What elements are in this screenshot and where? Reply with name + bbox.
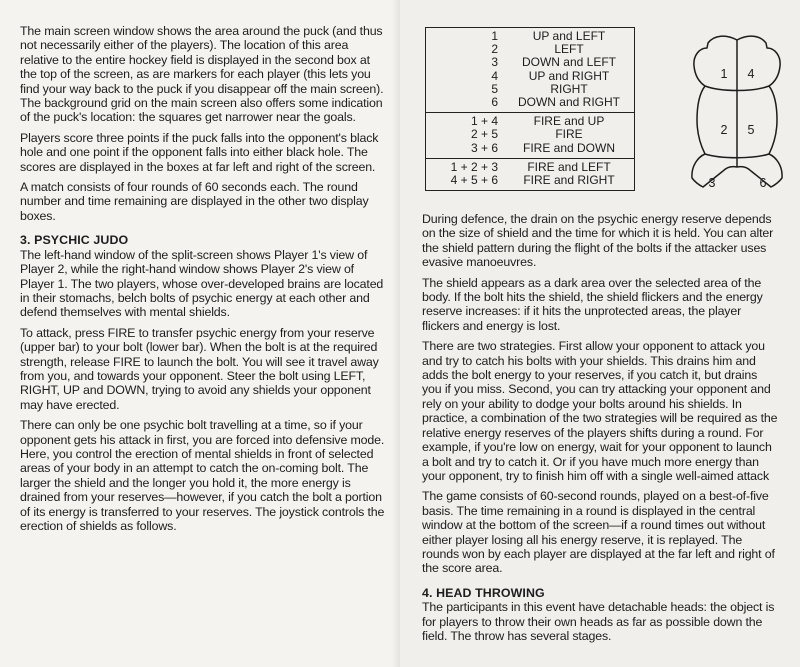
control-key: 4 + 5 + 6 [450,173,498,188]
paragraph-defence-drain: During defence, the drain on the psychic energy reserve depends on the size of shield and the time for which it is held. You can alter the shield pattern during the flight of the bolts if the attacker uses evasive manoeuvres. [422,212,774,270]
control-action: DOWN and LEFT [521,55,617,70]
zone-label-4: 4 [747,67,755,81]
control-action: FIRE and LEFT [504,158,635,174]
control-action: FIRE and UP [504,113,635,129]
table-row [426,28,635,44]
table-row [426,56,635,69]
control-action: RIGHT [550,81,588,96]
paragraph-rounds: The game consists of 60-second rounds, played on a best-of-five basis. The time remaining in a round is displayed in the central window at the bottom of the screen—if a round times out without either player losing all his energy reserve, it is replayed. The rounds won by each player are displayed at the far left and right of the score area. [422,489,775,576]
control-action: FIRE [555,127,583,142]
table-row [426,128,635,141]
paragraph-match-rounds: A match consists of four rounds of 60 seconds each. The round number and time remaining are displayed in the other two display boxes. [20,180,369,223]
paragraph-scoring: Players score three points if the puck falls into the opponent's black hole and one point if the opponent falls into either black hole. The scores are displayed in the boxes at far left and right of the screen. [20,130,379,174]
control-key: 1 [491,29,498,43]
paragraph-strategies: There are two strategies. First allow your opponent to attack you and try to catch his bolts with your shields. This drains him and adds the bolt energy to your reserves, if you catch it, but drains you if you miss. Second, you can try attacking your opponent and rely on your ability to dodge your bolts around his shields. In practice, a combination of the two strategies will be required as the relative energy reserves of the players shifts during a round. For example, if you're low on energy, wait for your opponent to launch a bolt and try to catch it. Or if you have much more energy than your opponent, try to finish him off with a single well-aimed attack [422,339,778,483]
table-row [426,70,635,83]
control-key: 2 [491,42,498,57]
control-key: 1 + 2 + 3 [426,158,505,174]
control-action: UP and RIGHT [528,68,610,83]
section-heading-psychic-judo: 3. PSYCHIC JUDO [20,233,129,248]
section-heading-head-throwing: 4. HEAD THROWING [422,585,545,600]
paragraph-shield: The shield appears as a dark area over the selected area of the body. If the bolt hits the shield, the shield flickers and the energy reserve increases: if it hits the unprotected areas, the player flickers and energy is lost. [422,275,763,333]
zone-label-3: 3 [708,176,716,190]
control-action: FIRE and DOWN [522,140,615,155]
zone-label-6: 6 [759,176,767,190]
table-row [426,113,635,129]
control-key: 3 + 6 [470,140,498,155]
paragraph-attack: To attack, press FIRE to transfer psychic energy from your reserve (upper bar) to your bolt (lower bar). When the bolt is at the required strength, release FIRE to launch the bolt. You will see it travel away from you, and towards your opponent. Steer the bolt using LEFT, RIGHT, UP and DOWN, trying to avoid any shields your opponent may have erected. [20,325,379,412]
paragraph-head-throwing: The participants in this event have detachable heads: the object is for players to throw their own heads as far as possible down the field. The throw has several stages. [422,600,775,643]
control-action: FIRE and RIGHT [523,173,615,188]
table-row [426,158,635,174]
zone-label-5: 5 [747,123,755,137]
controls-figure [422,24,778,200]
control-key: 2 + 5 [470,127,498,142]
control-key: 6 [491,95,498,110]
control-action: LEFT [554,42,584,57]
control-action: UP and LEFT [532,29,606,43]
control-key: 1 + 4 [426,113,505,129]
table-row [426,142,635,159]
paragraph-defence: There can only be one psychic bolt travelling at a time, so if your opponent gets his attack in first, you are forced into defensive mode. Here, you control the erection of mental shields in front of selected areas of your body in an attempt to catch the on-coming bolt. The larger the shield and the longer you hold it, the more energy is drained from your reserves—however, if you catch the bolt a portion of its energy is transferred to your reserves. The joystick controls the erection of shields as follows. [20,418,385,533]
right-page [400,0,800,667]
body-zone-diagram [677,30,797,200]
zone-label-2: 2 [720,123,728,137]
paragraph-main-screen: The main screen window shows the area around the puck (and thus not necessarily either of the players). The location of this area relative to the entire hockey field is displayed in the second box at the top of the screen, as are markers for each player (this lets you find your way back to the puck if you disappear off the main screen). The background grid on the main screen also offers some indication of the puck's location: the squares get narrower near the goals. [20,24,384,125]
table-row [426,174,635,191]
control-key: 5 [491,81,498,96]
control-key: 3 [491,55,498,70]
table-row [426,96,635,113]
control-action: DOWN and RIGHT [517,95,620,110]
joystick-controls-table [425,27,635,191]
control-key: 4 [491,68,498,83]
zone-label-1: 1 [720,67,728,81]
paragraph-split-screen: The left-hand window of the split-screen shows Player 1's view of Player 2, while the right-hand window shows Player 2's view of Player 1. The two players, whose over-developed brains are located in their stomachs, belch bolts of psychic energy at each other and defend themselves with mental shields. [20,247,384,320]
